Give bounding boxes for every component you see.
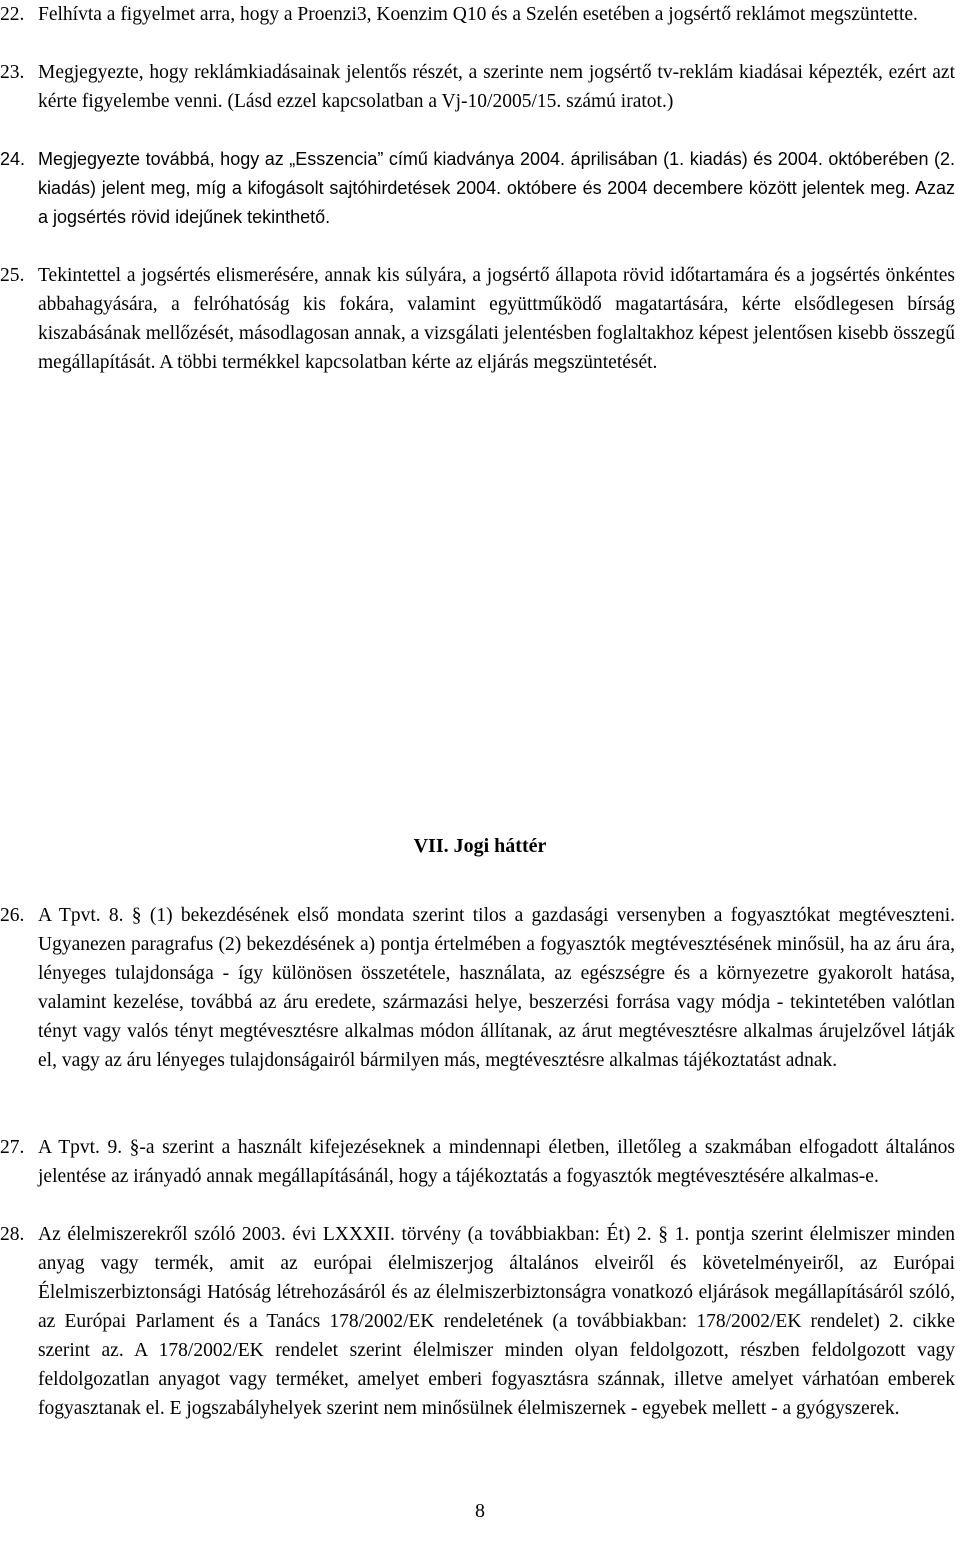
- paragraph-number: 22.: [0, 4, 25, 25]
- paragraph-number: 26.: [0, 905, 25, 926]
- paragraph-number: 27.: [0, 1137, 25, 1158]
- paragraph-text: A Tpvt. 9. §-a szerint a használt kifejezéseknek a mindennapi életben, illetőleg a szakmában elfogadott általános jelentése az irányadó annak megállapításánál, hogy a tájékoztatás a fogyasztók megtévesztésére alkalmas-e.: [38, 1137, 955, 1187]
- paragraph-text: Tekintettel a jogsértés elismerésére, annak kis súlyára, a jogsértő állapota rövid időtartamára és a jogsértés önkéntes abbahagyására, a felróhatóság kis fokára, valamint együttműködő magatartására, kérte elsődlegesen bírság kiszabásának mellőzését, másodlagosan annak, a vizsgálati jelentésben foglaltakhoz képest jelentősen kisebb összegű megállapítását. A többi termékkel kapcsolatban kérte az eljárás megszüntetését.: [38, 265, 955, 373]
- paragraph-24: [0, 145, 955, 232]
- paragraph-27: [0, 1133, 955, 1191]
- paragraph-25: [0, 261, 955, 377]
- paragraph-23: [0, 58, 955, 116]
- paragraph-number: 23.: [0, 62, 25, 83]
- paragraph-number: 24.: [0, 149, 26, 169]
- paragraph-text: Megjegyezte, hogy reklámkiadásainak jelentős részét, a szerinte nem jogsértő tv-reklám kiadásai képezték, ezért azt kérte figyelembe venni. (Lásd ezzel kapcsolatban a Vj-10/2005/15. számú iratot.): [38, 62, 955, 112]
- paragraph-28: [0, 1220, 955, 1423]
- paragraph-number: 28.: [0, 1224, 25, 1245]
- section-heading: VII. Jogi háttér: [413, 835, 547, 857]
- paragraph-26: [0, 901, 955, 1075]
- paragraph-text: Felhívta a figyelmet arra, hogy a Proenzi3, Koenzim Q10 és a Szelén esetében a jogsértő reklámot megszüntette.: [38, 4, 918, 25]
- paragraph-text: Megjegyezte továbbá, hogy az „Esszencia” című kiadványa 2004. áprilisában (1. kiadás) és 2004. októberében (2. kiadás) jelent meg, míg a kifogásolt sajtóhirdetések 2004. októbere és 2004 decembere között jelentek meg. Azaz a jogsértés rövid idejűnek tekinthető.: [38, 149, 955, 227]
- paragraph-text: A Tpvt. 8. § (1) bekezdésének első mondata szerint tilos a gazdasági versenyben a fogyasztókat megtéveszteni. Ugyanezen paragrafus (2) bekezdésének a) pontja értelmében a fogyasztók megtévesztésének minősül, ha az áru ára, lényeges tulajdonsága - így különösen összetétele, használata, az egészségre és a környezetre gyakorolt hatása, valamint kezelése, továbbá az áru eredete, származási helye, beszerzési forrása vagy módja - tekintetében valótlan tényt vagy valós tényt megtévesztésre alkalmas módon állítanak, az árut megtévesztésre alkalmas árujelzővel látják el, vagy az áru lényeges tulajdonságairól bármilyen más, megtévesztésre alkalmas tájékoztatást adnak.: [38, 905, 955, 1071]
- paragraph-text: Az élelmiszerekről szóló 2003. évi LXXXII. törvény (a továbbiakban: Ét) 2. § 1. pontja szerint élelmiszer minden anyag vagy termék, amit az európai élelmiszerjog általános elveiről és követelményeiről, az Európai Élelmiszerbiztonsági Hatóság létrehozásáról és az élelmiszerbiztonságra vonatkozó eljárások megállapításáról szóló, az Európai Parlament és a Tanács 178/2002/EK rendeletének (a továbbiakban: 178/2002/EK rendelet) 2. cikke szerint az. A 178/2002/EK rendelet szerint élelmiszer minden olyan feldolgozott, részben feldolgozott vagy feldolgozatlan anyagot vagy terméket, amelyet emberi fogyasztásra szánnak, illetve amelyet várhatóan emberek fogyasztanak el. E jogszabályhelyek szerint nem minősülnek élelmiszernek - egyebek mellett - a gyógyszerek.: [38, 1224, 955, 1419]
- page-number: 8: [475, 1500, 485, 1522]
- paragraph-22: [0, 0, 955, 29]
- paragraph-number: 25.: [0, 265, 25, 286]
